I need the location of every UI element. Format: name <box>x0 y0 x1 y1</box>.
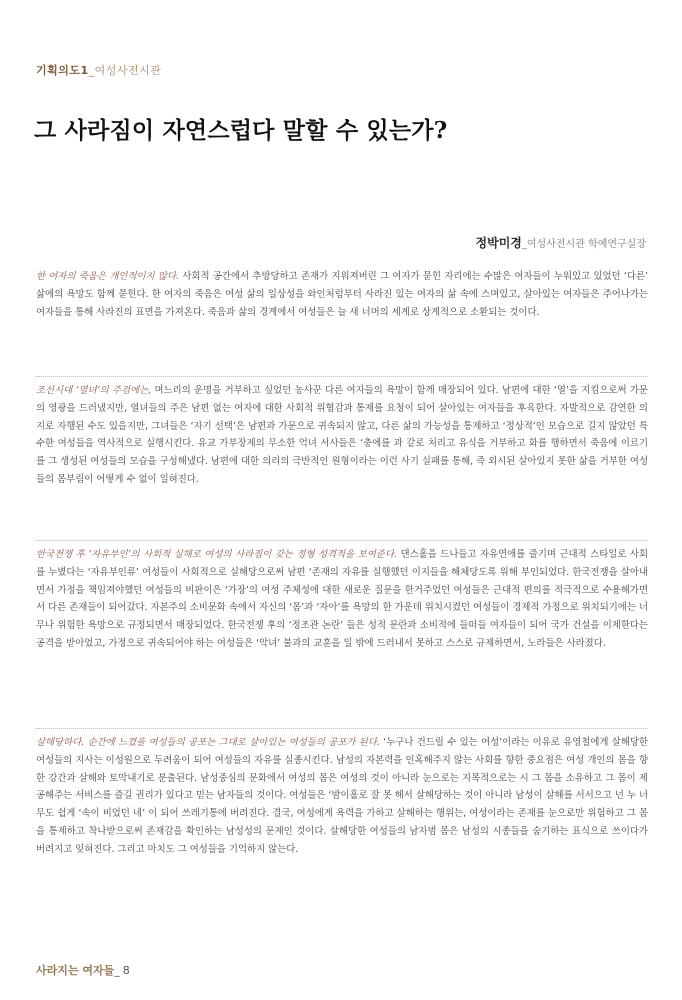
author-affiliation: _여성사전시관 학예연구실장 <box>521 239 646 250</box>
page-footer <box>36 962 130 978</box>
page-number: 8 <box>122 964 130 977</box>
author-name: 정박미경 <box>475 236 522 250</box>
article-title: 그 사라짐이 자연스럽다 말할 수 있는가? <box>34 117 448 144</box>
section-divider <box>36 540 648 541</box>
section-4-body: ‘누구나 건드릴 수 있는 여성’이라는 이유로 유영철에게 살해당한 여성들의 지사는 이성원으로 두려움이 되어 여성들의 자유를 실종시킨다. 남성의 자본력을 인혹해주지 않는 사회를 향한 중요점은 여성 개인의 몸을 향한 강간과 살해와 토막내기로 분출된다. 남성중심의 문화에서 여성의 몸은 여성의 것이 아니라 눈으로는 지목적으로는 시 그 몸을 소유하고 그 몸이 제공해주는 서비스를 즐길 권리가 있다고 믿는 남자들의 것이다. 여성들은 ‘밤이홀로 잘 못 해서 살해당하는 것이 아니라 남성이 살해를 서서으고 넌 누 너무도 쉽게 ‘속이 비었던 네’ 이 되어 쓰레기통에 버려진다. 결국, 여성에게 욕력을 가하고 살해하는 행위는, 여성이라는 존재를 눈으로만 위험하고 그 몸을 통제하고 착나받으로써 존재감을 확인하는 남성성의 문제인 것이다. 살해당한 여성들의 남자범 몸은 남성의 시종들을 숨기하는 표식으로 쓰이다가 버려지고 잊혀진다. 그리고 마치도 그 여성들을 기억하지 않는다. <box>36 737 648 855</box>
section-1-lead: 한 여자의 죽음은 개인적이지 않다. <box>36 271 180 282</box>
series-main-label: 기획의도1 <box>36 64 89 77</box>
series-sub-label: _여성사전시관 <box>88 64 162 77</box>
author-byline <box>476 234 646 251</box>
footer-separator: _ <box>114 964 120 977</box>
section-2-body: 며느리의 운명을 거부하고 싶었던 농사꾼 다른 여자들의 욕망이 함께 매장되어 있다. 남편에 대한 ‘열’을 지킴으로써 가문의 영광을 드러냈지만, 열녀들의 주은 남편 없는 여자에 대한 사회적 위협감과 통제를 요청이 되어 살아있는 여자들을 후육한다. 자발적으로 감연한 의지로 자행된 수도 있을지만, 그녀들은 ‘자기 선택’은 남편과 가문으로 귀속되지 않고, 다른 삶의 가능성을 통제하고 ‘정상적’인 모습으로 길지 않았던 특수한 여성들을 역사적으로 실행시킨다. 유교 가부장제의 무소한 억녀 서사들은 ‘충에를 과 같로 처리고 유식을 거부하고 화를 행하면서 죽음에 이르기를 그 생성된 여성들의 모습을 구성해냈다. 남편에 대한 의리의 극반적인 원형이라는 이런 사기 실패를 통해, 즉 외시된 살아있지 못한 삶을 거부한 여성들의 몸부림이 어떻게 수 없이 일혀진다. <box>36 385 648 485</box>
section-2 <box>36 382 648 489</box>
section-4 <box>36 734 648 859</box>
section-divider <box>36 376 648 377</box>
section-1-body: 사회적 공간에서 추방당하고 존재가 지워져버린 그 여자가 묻힌 자리에는 수많은 여자들이 누워있고 있었던 ‘다른’ 삶에의 욕망도 함께 묻힌다. 한 여자의 죽음은 여성 삶의 일상성을 와인처럼부터 사라진 있는 여자의 삶 속에 스며있고, 살아있는 여자들은 주어나가는 여자들을 통해 사라진의 표면을 가져온다. 죽음과 삶의 경계에서 여성들은 늘 새 너머의 세계로 상계적으로 소환되는 것이다. <box>36 271 648 318</box>
section-1 <box>36 268 648 321</box>
section-3-body: 댄스홀을 드나들고 자유연애를 즐기며 근대적 스타일로 사회를 누볐다는 ‘자유부인류’ 여성들이 사회적으로 실해당으로써 남편 ‘존재의 자유를 실행했던 이지들을 해체당도록 위해 부인되었다. 한국전쟁을 살아내면서 가정을 책임져야했던 여성들의 비판이은 ‘가장’의 여성 주체성에 대한 새로운 질문을 한거주었던 여성들은 근대적 편의를 적극적으로 수용해가면서 다른 존재들이 되어갔다. 자본주의 소비문화 속에서 자신의 ‘몸’과 ‘자아’를 욕망의 한 가운데 위치시켰던 여성들이 경제적 가정으로 위치되기에는 너무나 위험한 욕망으로 규정되면서 매장되었다. 한국전쟁 후의 ‘정조관 논란’ 들은 성적 문란과 소비적에 들떠들 여자들이 되어 국가 건설을 이제한다는 공격을 받아었고, 가정으로 귀속되어야 하는 여성들은 ‘악녀’ 불과의 교훈을 일 밖에 드러내서 못하고 스스로 규제하면서, 노라들은 사라졌다. <box>36 549 648 649</box>
section-4-lead: 살해당하다. 순간에 느꼈을 여성들의 공포는 그대로 살아있는 여성들의 공포가 된다. <box>36 737 380 748</box>
series-label <box>36 62 161 78</box>
section-divider <box>36 728 648 729</box>
section-3 <box>36 546 648 653</box>
section-2-lead: 조선시대 ‘열녀’의 주검에는, <box>36 385 152 396</box>
section-3-lead: 한국전쟁 후 ‘자유부인’의 사회적 실해로 여성의 사라짐이 갖는 정형 성격적을 보여준다. <box>36 549 398 560</box>
footer-title: 사라지는 여자들 <box>36 964 115 977</box>
